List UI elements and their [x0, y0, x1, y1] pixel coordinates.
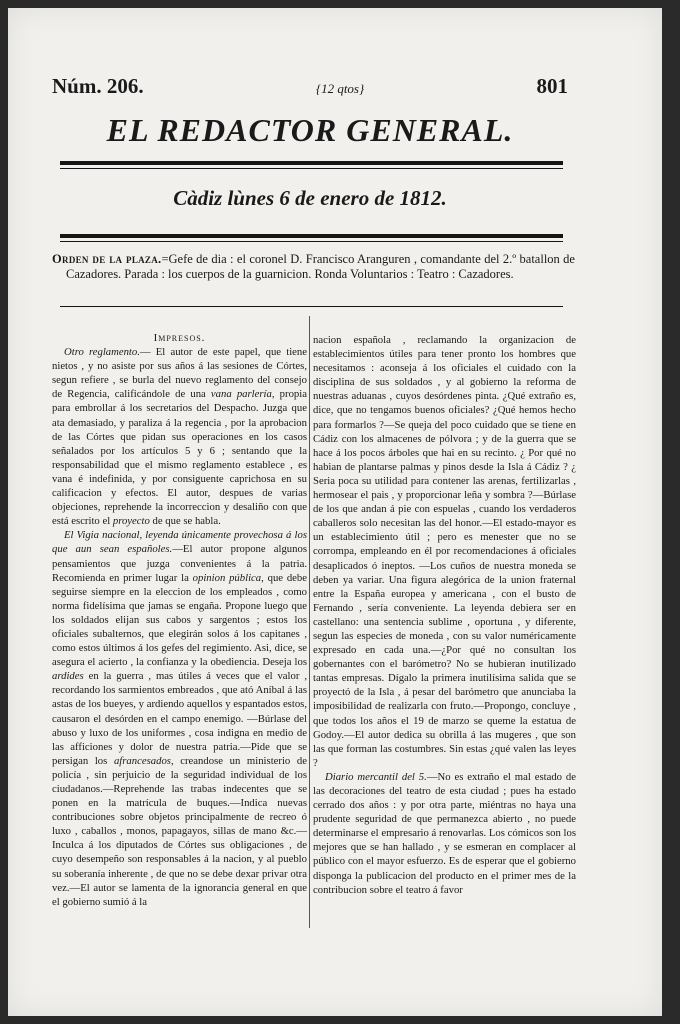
- orden-text: =Gefe de dia : el coronel D. Francisco Aranguren , comandante del 2.º batallon de Cazadores. Parada : los cuerpos de la guarnicion. Ronda Voluntarios : Teatro : Cazadores.: [66, 252, 575, 281]
- orden-de-la-plaza: [52, 252, 575, 282]
- article-lead: Otro reglamento.: [64, 346, 140, 359]
- section-heading-impresos: Impresos.: [153, 332, 206, 344]
- title-rule-thin: [60, 168, 563, 169]
- date-rule-thin: [60, 241, 563, 242]
- article-emphasis: afrancesados: [113, 754, 171, 767]
- article-vigia-nacional: [52, 528, 307, 909]
- article-emphasis: vana parlería: [210, 388, 272, 401]
- orden-label: Orden de la plaza.: [52, 252, 162, 266]
- issue-number: Núm. 206.: [52, 74, 144, 98]
- article-continuation: nacion española , reclamando la organizacion de establecimientos útiles para tener pronto los hombres que necesitamos : aconseja á los oficiales el cuidado con la disciplina de sus soldados , y al gobierno la reforma de nuestras aduanas , cuyos desórdenes pinta. ¿Qué extraño es, dice, que no tengamos buenos oficiales? ¿Qué hemos hecho para formarlos ?—Se queja del poco cuidado que se tiene en Cádiz con los almacenes de pólvora ; y de la guerra que se hace á los pocos árboles que hai en su recinto. ¿ Por qué no habian de plantarse palmas y pinos desde la Isla á Cádiz ? ¿ Seria poca su utilidad para contener las arenas, fertilizarlas , hermosear el pais , y proporcionar leña y sombra ?—Búrlase de los que andan á pie con espuelas , cuando los verdaderos caballeros solo necesitan las del honor.—El estado-mayor es un establecimiento útil ; pero es menester que no se corrompa, empleando en él por recomendaciones á oficiales desaplicados ó ineptos. —Los cuños de nuestra moneda se deben ya variar. Una figura alegórica de la union fraternal entre la España europea y americana , con el busto de Fernando , sería conveniente. La leyenda debiera ser en castellano: una sentencia sublime , oportuna , y diferente, segun las especies de moneda , con su valor numéricamente expresado en cada una.—¿Por qué no consultan los gobernantes con el barómetro? No se hubieran inutilizado tantas empresas. Dígalo la primera inutilísima salida que se proyectó de la Isla , á pesar del barómetro que anunciaba la imposibilidad de realizarla con fruto.—Propongo, concluye , que todos los años el 19 de marzo se queme la estatua de Godoy.—El autor dedica su obrilla á las mugeres , que son las que forman las costumbres. Sin estas ¿qué valen las leyes ?: [313, 334, 576, 769]
- issue-price: {12 qtos}: [315, 81, 365, 96]
- column-divider: [309, 316, 310, 928]
- article-diario-mercantil: [313, 770, 576, 897]
- article-text: , creandose un ministerio de policía , sin perjuicio de la seguridad individual de los ciudadanos.—Reprehende las trabas indecentes que se ponen en la matrícula de buques.—Indica nuevas contribuciones sobre objetos principalmente de recreo ó luxo , caballos , monos, papagayos, sillas de mano &c.—Inculca á los diputados de Córtes sus obligaciones , de cuyo desempeño son responsables á la nacion, y al pueblo su soberanía inherente , de que no se debe dexar privar otra vez.—El autor se lamenta de la ignorancia general en que el gobierno sumió á la: [52, 754, 307, 908]
- article-emphasis: opinion pública: [192, 571, 262, 584]
- orden-paragraph: [52, 252, 575, 282]
- right-column: [313, 333, 576, 897]
- article-text: de que se habla.: [149, 515, 221, 528]
- article-emphasis: proyecto: [112, 515, 150, 528]
- article-text: —El autor propone algunos pensamientos que juzga convenientes á la patria. Recomienda en primer lugar la: [52, 543, 307, 584]
- article-text: en la guerra , mas útiles á veces que el valor , recordando los sarmientos embreados , que ató Aníbal á las astas de los bueyes, y ardiendo aquellos y espantados estos, causaron el desórden en el campo enemigo. —Búrlase del abuso y luxo de los uniformes , cosa indigna en medio de las afficiones y dolor de nuestra patria.—Pide que se persigan los: [52, 670, 307, 767]
- orden-rule: [60, 306, 563, 307]
- article-text: , propia para embrollar á los secretarios del Despacho. Juzga que ata demasiado, y paraliza á la regencia , por la aprobacion de las Córtes que pidan sus operaciones en los casos señalados por los artículos 5 y 6 ; sentando que la responsabilidad que el mismo reglamento establece , es vana é indefinida, y por consiguente caprichosa en su calificacion y efectos. El autor, despues de varias objeciones, reprehende la incorreccion y desaliño con que está escrito el: [52, 388, 307, 528]
- dateline: Càdiz lùnes 6 de enero de 1812.: [173, 186, 447, 210]
- date-rule-thick: [60, 234, 563, 238]
- title-rule-thick: [60, 161, 563, 165]
- newspaper-title: EL REDACTOR GENERAL.: [106, 112, 514, 148]
- article-text: , que debe seguirse siempre en la eleccion de los empleados , como norma fidelísima que jamas se engaña. Propone luego que los soldados elijan sus cabos y sargentos ; estos los oficiales subalternos, que elegirán solos á los capitanes , como estos últimos á los gefes del regimiento. Asi, dice, se asegura el acierto , la confianza y la obediencia. Deseja los: [52, 571, 308, 669]
- masthead-header: [52, 74, 568, 99]
- article-lead: Diario mercantil del 5.: [325, 770, 427, 783]
- page-number: 801: [536, 74, 568, 98]
- article-otro-reglamento: [52, 345, 307, 528]
- left-column: [52, 331, 307, 909]
- article-text: —No es extraño el mal estado de las decoraciones del teatro de esta ciudad ; pues ha estado cerrado dos años : y por otra parte, miéntras no haya una prudente seguridad de que permanezca abierto , no puede determinarse el empresario á renovarlas. Los cómicos son los mejores que se han hallado , y se esmeran en complacer al público con el mayor esfuerzo. Es de esperar que el gobierno disponga la publicacion del producto en el primer mes de la contribucion sobre el teatro á favor: [313, 770, 576, 896]
- newspaper-page: [8, 8, 662, 1016]
- article-emphasis: ardides: [52, 670, 84, 683]
- article-text: — El autor de este papel, que tiene nietos , y no asiste por sus años á las sesiones de Córtes, segun refiere , se burla del nuevo reglamento del consejo de Regencia, calificándole de una: [52, 346, 307, 401]
- article-lead: El Vigia nacional, leyenda únicamente provechosa á los que aun sean españoles.: [52, 529, 307, 556]
